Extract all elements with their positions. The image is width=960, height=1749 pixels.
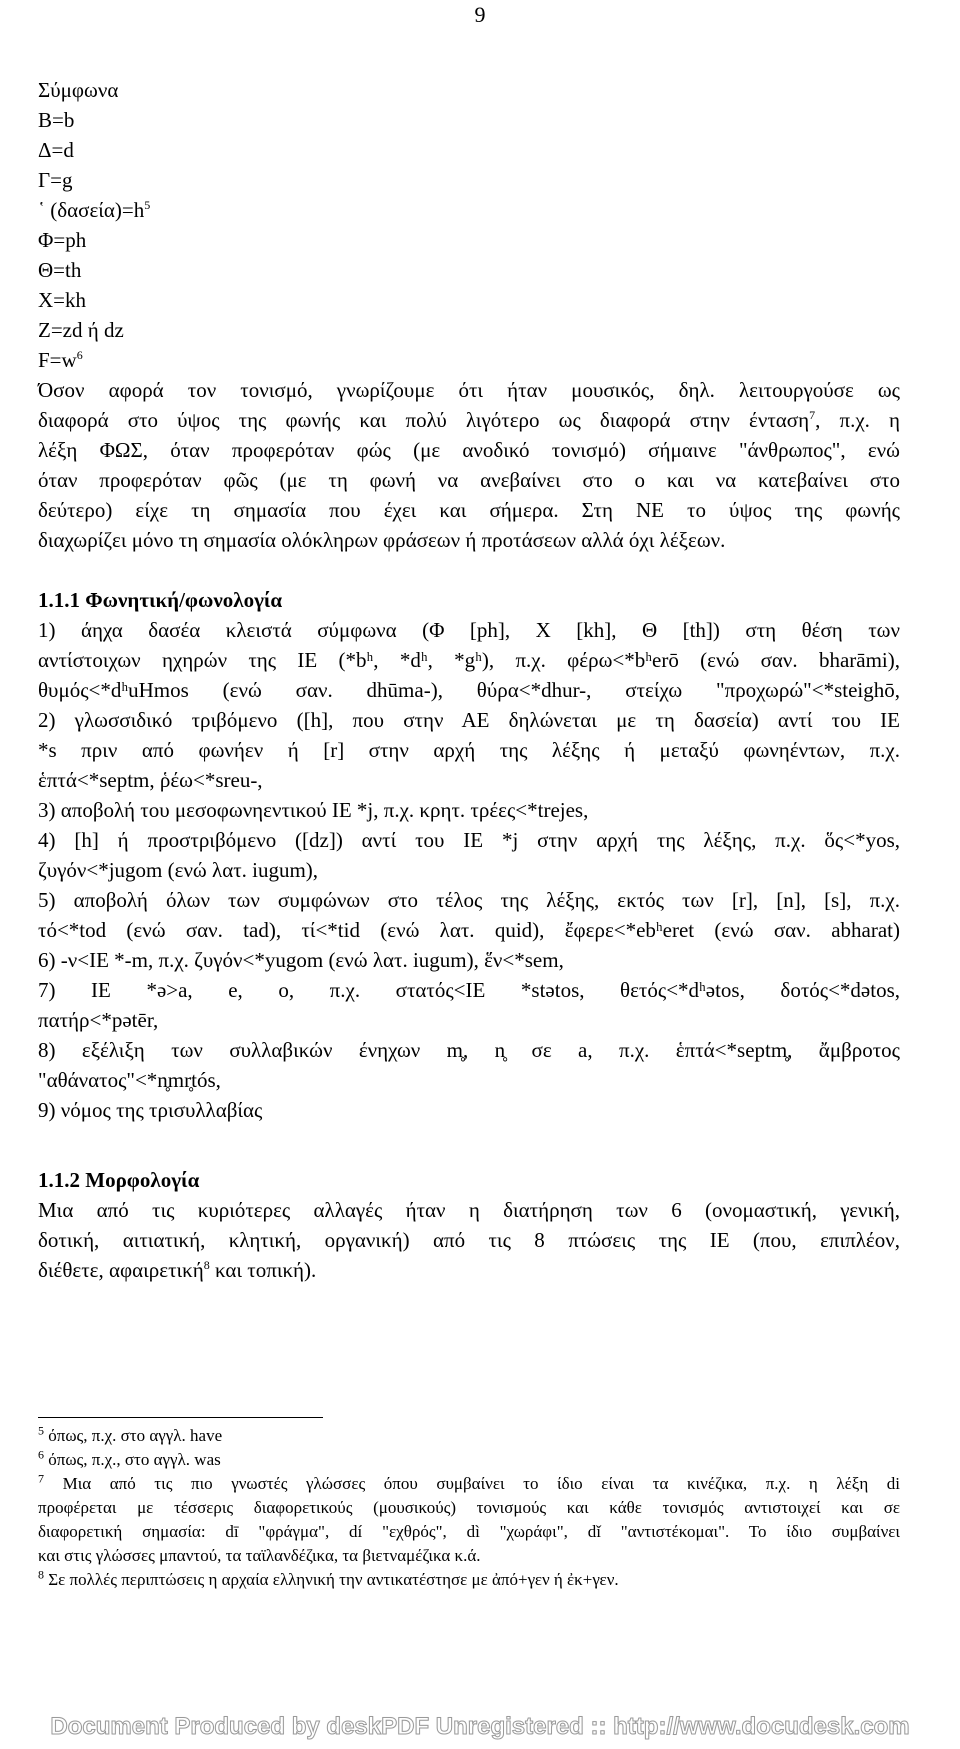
footnote-list [38, 1424, 900, 1592]
section-heading-morphology: 1.1.2 Μορφολογία [38, 1168, 200, 1192]
phonetics-list [38, 615, 900, 1125]
phonetics-line: ζυγόν<*jugom (ενώ λατ. iugum), [38, 858, 319, 882]
footnote-line: και στις γλώσσες μπαντού, τα ταϊλανδέζικα, τα βιετναμέζικα κ.ά. [38, 1546, 481, 1565]
footnote-number: 5 [38, 1423, 44, 1438]
phonetics-line: 6) -ν<ΙΕ *-m, π.χ. ζυγόν<*yugom (ενώ λατ. iugum), ἕν<*sem, [38, 948, 564, 972]
page-body [38, 75, 900, 1285]
footnote-line: $^8$ Σε πολλές περιπτώσεις η αρχαία ελληνική την αντικατέστησε με ἀπό+γεν ή ἐκ+γεν. [38, 1567, 619, 1589]
paragraph-line: δοτική, αιτιατική, κλητική, οργανική) από τις 8 πτώσεις της ΙΕ (που, επιπλέον, [38, 1228, 900, 1252]
consonant-item: Θ=th [38, 258, 82, 282]
paragraph-line: διαφορά στο ύψος της φωνής και πολύ λιγότερο ως διαφορά στην ένταση$^7$, π.χ. η [38, 408, 901, 432]
paragraph-line: Μια από τις κυριότερες αλλαγές ήταν η διατήρηση των 6 (ονομαστική, γενική, [38, 1198, 900, 1222]
phonetics-line: 4) [h] ή προστριβόμενο ([dz]) αντί του ΙΕ *j στην αρχή της λέξης, π.χ. ὅς<*yos, [38, 828, 900, 852]
consonant-item: $F=w^6$ [38, 348, 83, 372]
phonetics-line: πατήρ<*pətēr, [38, 1008, 159, 1032]
consonant-item: Δ=d [38, 138, 74, 162]
footnote-line: διαφορετική σημασία: dī "φράγμα", dí "εχθρός", dì "χωράφι", dǐ "αντιστέκομαι". Το ίδιο συμβαίνει [38, 1522, 900, 1541]
consonant-item: Χ=kh [38, 288, 87, 312]
paragraph-line: Όσον αφορά τον τονισμό, γνωρίζουμε ότι ήταν μουσικός, δηλ. λειτουργούσε ως [38, 378, 900, 402]
consonant-item: Σύμφωνα [38, 78, 119, 102]
phonetics-line: 5) αποβολή όλων των συμφώνων στο τέλος της λέξης, εκτός των [r], [n], [s], π.χ. [38, 888, 900, 912]
footnote-number: 6 [38, 1447, 44, 1462]
consonant-item: Φ=ph [38, 228, 87, 252]
phonetics-line: αντίστοιχων ηχηρών της ΙΕ (*bʰ, *dʰ, *gʰ), π.χ. φέρω<*bʰerō (ενώ σαν. bharāmi), [38, 648, 900, 672]
phonetics-line: "αθάνατος"<*n̥mr̥tós, [38, 1068, 221, 1092]
consonant-item: Ζ=zd ή dz [38, 318, 124, 342]
consonant-list [38, 75, 900, 375]
footnote-number: 8 [38, 1567, 44, 1582]
footnote-number: 7 [38, 1471, 44, 1486]
section-heading-phonetics: 1.1.1 Φωνητική/φωνολογία [38, 588, 283, 612]
phonetics-line: ἑπτά<*septm, ῥέω<*sreu-, [38, 768, 263, 792]
footnote-line: $^5$ όπως, π.χ. στο αγγλ. have [38, 1423, 223, 1445]
watermark: Document Produced by deskPDF Unregistered :: http://www.docudesk.com [50, 1713, 910, 1740]
paragraph-line: όταν προφερόταν φῶς (με τη φωνή να ανεβαίνει στο ο και να κατεβαίνει στο [38, 468, 900, 492]
phonetics-line: θυμός<*dʰuHmos (ενώ σαν. dhūma-), θύρα<*dhur-, στείχω "προχωρώ"<*steighō, [38, 678, 900, 702]
phonetics-line: 9) νόμος της τρισυλλαβίας [38, 1098, 263, 1122]
paragraph-line: διαχωρίζει μόνο τη σημασία ολόκληρων φράσεων ή προτάσεων αλλά όχι λέξεων. [38, 528, 726, 552]
consonant-item: Β=b [38, 108, 75, 132]
paragraph-line: δεύτερο) είχε τη σημασία που έχει και σήμερα. Στη ΝΕ το ύψος της φωνής [38, 498, 900, 522]
page-number: 9 [474, 2, 486, 27]
footnote-line: $^6$ όπως, π.χ., στο αγγλ. was [38, 1447, 221, 1469]
phonetics-line: 1) άηχα δασέα κλειστά σύμφωνα (Φ [ph], Χ [kh], Θ [th]) στη θέση των [38, 618, 900, 642]
phonetics-line: 8) εξέλιξη των συλλαβικών ένηχων m̥, n̥ σε a, π.χ. ἑπτά<*septm̥, ἄμβροτος [38, 1038, 900, 1062]
paragraph-line: διέθετε, αφαιρετική$^8$ και τοπική). [38, 1258, 317, 1282]
phonetics-line: 3) αποβολή του μεσοφωνηεντικού ΙΕ *j, π.χ. κρητ. τρέες<*trejes, [38, 798, 589, 822]
paragraph-line: λέξη ΦΩΣ, όταν προφερόταν φώς (με ανοδικό τονισμό) σήμαινε "άνθρωπος", ενώ [38, 438, 900, 462]
footnote-line: προφέρεται με τέσσερις διαφορετικούς (μουσικούς) τονισμούς και κάθε τονισμός αντιστοιχεί και σε [38, 1498, 900, 1517]
footnote-line: $^7$ Μια από τις πιο γνωστές γλώσσες όπου συμβαίνει το ίδιο είναι τα κινέζικα, π.χ. η λέξη di [38, 1471, 900, 1493]
phonetics-line: 2) γλωσσιδικό τριβόμενο ([h], που στην ΑΕ δηλώνεται με τη δασεία) αντί του ΙΕ [38, 708, 900, 732]
consonant-item: ῾ $(\delta\alpha\sigma\varepsilon ί\alpha)=h^5$ [38, 198, 151, 222]
footnote-rule [38, 1417, 323, 1418]
morphology-paragraph [38, 1195, 900, 1285]
tone-paragraph [38, 375, 900, 555]
footnotes [38, 1417, 900, 1592]
consonant-item: Γ=g [38, 168, 73, 192]
phonetics-line: 7) ΙΕ *ə>a, e, o, π.χ. στατός<ΙΕ *stətos, θετός<*dʰətos, δοτός<*dətos, [38, 978, 900, 1002]
phonetics-line: τό<*tod (ενώ σαν. tad), τί<*tid (ενώ λατ. quid), ἔφερε<*ebʰeret (ενώ σαν. abharat) [38, 918, 900, 942]
phonetics-line: *s πριν από φωνήεν ή [r] στην αρχή της λέξης ή μεταξύ φωνηέντων, π.χ. [38, 738, 900, 762]
